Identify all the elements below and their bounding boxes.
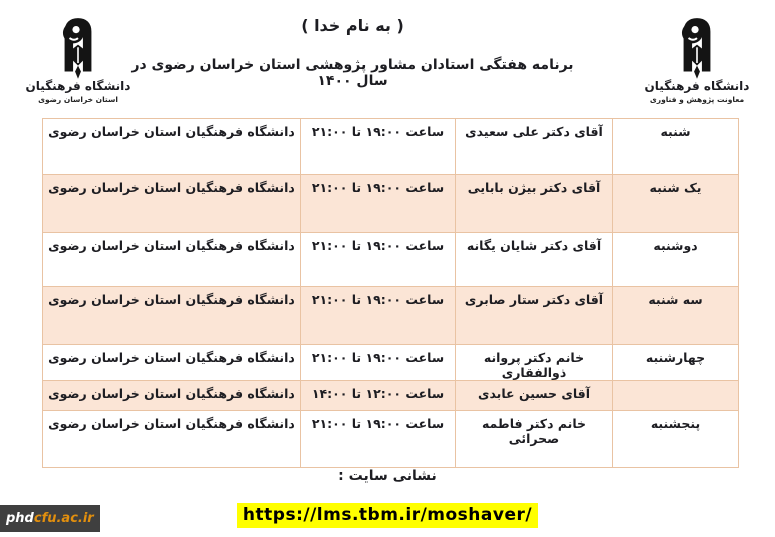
cell-advisor: آقای دکتر شایان یگانه [456,233,613,287]
schedule-table-body [43,119,739,468]
cell-location: دانشگاه فرهنگیان استان خراسان رضوی [43,175,301,233]
cell-time: ساعت ۱۹:۰۰ تا ۲۱:۰۰ [301,175,456,233]
cell-time: ساعت ۱۹:۰۰ تا ۲۱:۰۰ [301,233,456,287]
site-url-row [0,503,775,528]
university-emblem-icon [664,8,730,80]
logo-left-subtitle: استان خراسان رضوی [38,94,118,104]
cell-day: شنبه [613,119,739,175]
cell-location: دانشگاه فرهنگیان استان خراسان رضوی [43,287,301,345]
schedule-table-container [42,118,738,468]
logo-left-name: دانشگاه فرهنگیان [25,79,131,93]
table-row [43,287,739,345]
logo-right [639,8,755,104]
cell-location: دانشگاه فرهنگیان استان خراسان رضوی [43,345,301,381]
cell-day: دوشنبه [613,233,739,287]
cell-location: دانشگاه فرهنگیان استان خراسان رضوی [43,411,301,468]
cell-location: دانشگاه فرهنگیان استان خراسان رضوی [43,381,301,411]
watermark-prefix: phd [6,511,34,526]
cell-advisor: آقای حسین عابدی [456,381,613,411]
table-row [43,175,739,233]
cell-day: چهارشنبه [613,345,739,381]
table-row [43,119,739,175]
schedule-table [42,118,739,468]
cell-time: ساعت ۱۹:۰۰ تا ۲۱:۰۰ [301,345,456,381]
cell-advisor: خانم دکتر فاطمه صحرائی [456,411,613,468]
bismillah-text: ( به نام خدا ) [301,16,404,35]
cell-time: ساعت ۱۹:۰۰ تا ۲۱:۰۰ [301,119,456,175]
table-row [43,345,739,381]
site-address-label: نشانی سایت : [338,468,437,484]
cell-location: دانشگاه فرهنگیان استان خراسان رضوی [43,233,301,287]
logo-right-subtitle: معاونت پژوهش و فناوری [649,94,745,104]
cell-time: ساعت ۱۹:۰۰ تا ۲۱:۰۰ [301,287,456,345]
cell-advisor: آقای دکتر بیژن بابایی [456,175,613,233]
cell-time: ساعت ۱۹:۰۰ تا ۲۱:۰۰ [301,411,456,468]
page-title: برنامه هفتگی استادان مشاور پژوهشی استان خراسان رضوی در سال ۱۴۰۰ [131,57,574,89]
cell-day [613,381,739,411]
header [115,16,590,89]
cell-advisor: آقای دکتر علی سعیدی [456,119,613,175]
cell-location: دانشگاه فرهنگیان استان خراسان رضوی [43,119,301,175]
cell-day: یک شنبه [613,175,739,233]
watermark-badge [0,505,100,532]
cell-advisor: آقای دکتر ستار صابری [456,287,613,345]
cell-day: پنجشنبه [613,411,739,468]
table-row [43,411,739,468]
table-row [43,381,739,411]
site-url-link[interactable]: https://lms.tbm.ir/moshaver/ [237,503,538,528]
logo-right-name: دانشگاه فرهنگیان [644,79,750,93]
cell-advisor: خانم دکتر پروانه ذوالفقاری [456,345,613,381]
cell-day: سه شنبه [613,287,739,345]
table-row [43,233,739,287]
university-emblem-icon [45,8,111,80]
watermark-suffix: cfu.ac.ir [33,511,94,526]
cell-time: ساعت ۱۲:۰۰ تا ۱۴:۰۰ [301,381,456,411]
